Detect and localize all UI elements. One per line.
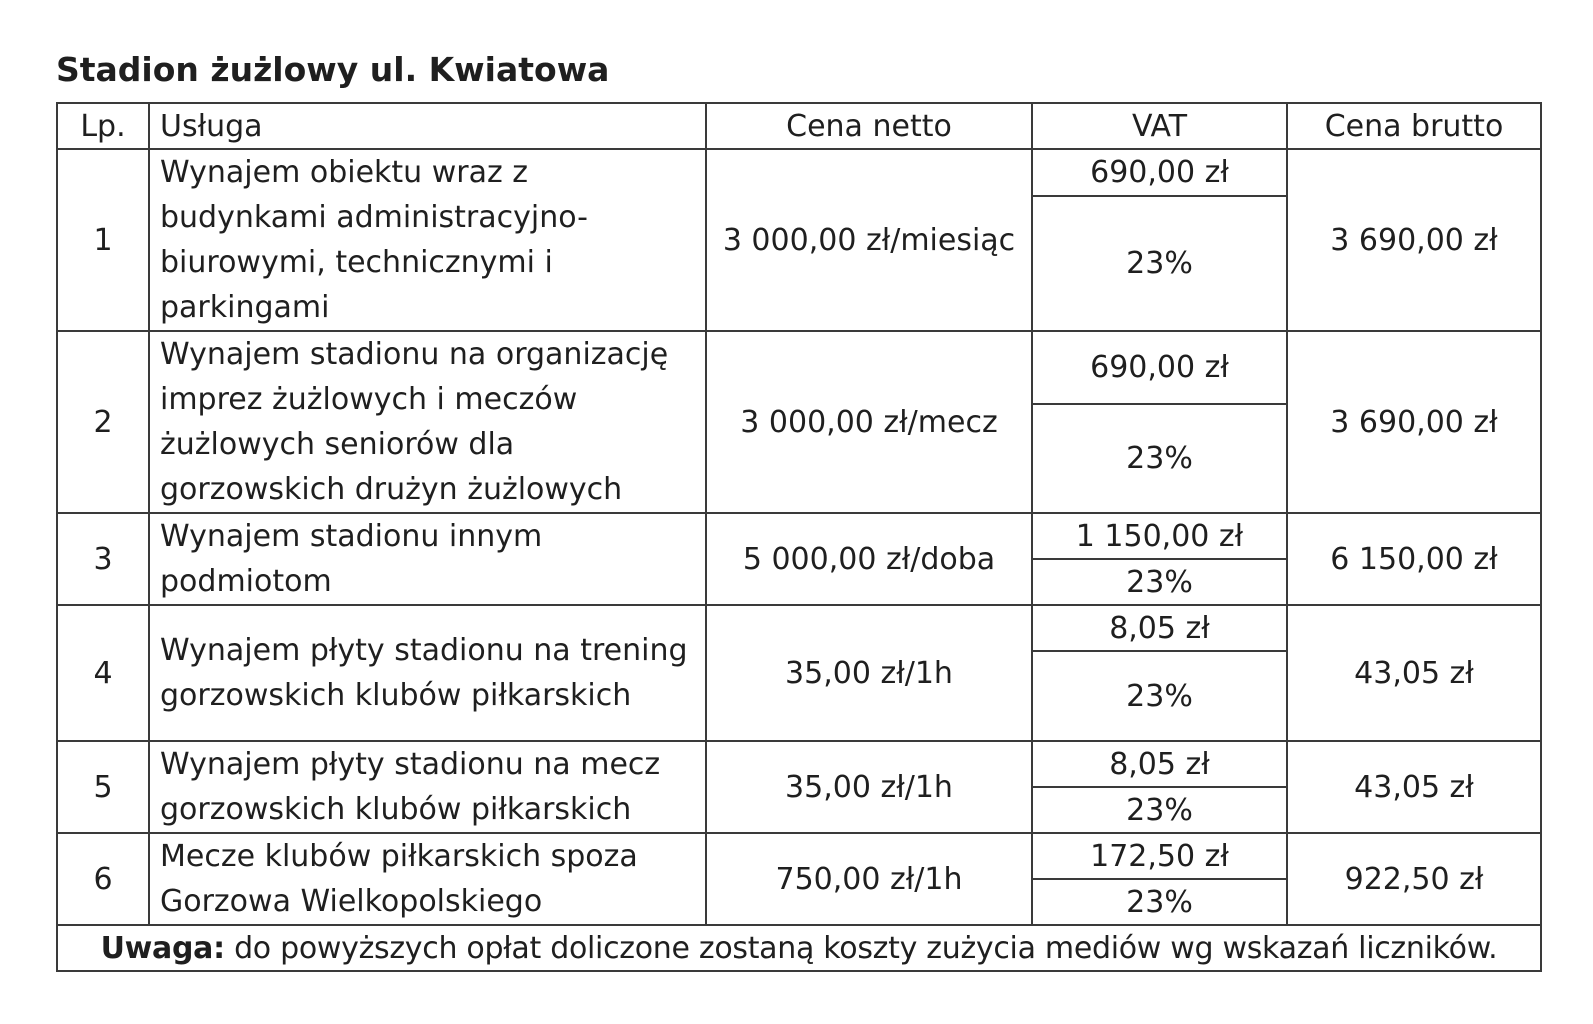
vat-rate: 23% — [1032, 787, 1287, 833]
vat-amount: 1 150,00 zł — [1032, 513, 1287, 559]
row-number: 2 — [57, 331, 149, 513]
table-row — [57, 833, 1541, 879]
net-price: 3 000,00 zł/miesiąc — [706, 149, 1032, 331]
row-number: 4 — [57, 605, 149, 741]
net-price: 35,00 zł/1h — [706, 605, 1032, 741]
note-row — [57, 925, 1541, 971]
column-header-service: Usługa — [149, 103, 706, 149]
row-number: 3 — [57, 513, 149, 605]
vat-rate: 23% — [1032, 879, 1287, 925]
price-table — [56, 102, 1542, 972]
service-description: Wynajem stadionu innym podmiotom — [149, 513, 706, 605]
table-row — [57, 605, 1541, 651]
net-price: 5 000,00 zł/doba — [706, 513, 1032, 605]
net-price: 35,00 zł/1h — [706, 741, 1032, 833]
gross-price: 43,05 zł — [1287, 741, 1541, 833]
table-row — [57, 741, 1541, 787]
vat-amount: 690,00 zł — [1032, 149, 1287, 196]
page-title: Stadion żużlowy ul. Kwiatowa — [56, 50, 610, 89]
vat-amount: 8,05 zł — [1032, 605, 1287, 651]
row-number: 1 — [57, 149, 149, 331]
net-price: 3 000,00 zł/mecz — [706, 331, 1032, 513]
service-description: Wynajem płyty stadionu na mecz gorzowskich klubów piłkarskich — [149, 741, 706, 833]
table-row — [57, 149, 1541, 196]
vat-rate: 23% — [1032, 404, 1287, 513]
service-description: Wynajem obiektu wraz z budynkami administracyjno-biurowymi, technicznymi i parkingami — [149, 149, 706, 331]
row-number: 5 — [57, 741, 149, 833]
column-header-lp: Lp. — [57, 103, 149, 149]
vat-rate: 23% — [1032, 196, 1287, 332]
vat-amount: 690,00 zł — [1032, 331, 1287, 404]
vat-amount: 172,50 zł — [1032, 833, 1287, 879]
table-row — [57, 513, 1541, 559]
note-cell — [57, 925, 1541, 971]
table-header-row — [57, 103, 1541, 149]
column-header-vat: VAT — [1032, 103, 1287, 149]
table-row — [57, 331, 1541, 404]
gross-price: 43,05 zł — [1287, 605, 1541, 741]
note-text: do powyższych opłat doliczone zostaną koszty zużycia mediów wg wskazań liczników. — [224, 930, 1498, 966]
column-header-netto: Cena netto — [706, 103, 1032, 149]
gross-price: 3 690,00 zł — [1287, 331, 1541, 513]
gross-price: 922,50 zł — [1287, 833, 1541, 925]
service-description: Wynajem stadionu na organizację imprez żużlowych i meczów żużlowych seniorów dla gorzowskich drużyn żużlowych — [149, 331, 706, 513]
note-label: Uwaga: — [100, 930, 225, 966]
vat-rate: 23% — [1032, 559, 1287, 605]
service-description: Mecze klubów piłkarskich spoza Gorzowa Wielkopolskiego — [149, 833, 706, 925]
gross-price: 6 150,00 zł — [1287, 513, 1541, 605]
column-header-brutto: Cena brutto — [1287, 103, 1541, 149]
gross-price: 3 690,00 zł — [1287, 149, 1541, 331]
vat-rate: 23% — [1032, 651, 1287, 741]
net-price: 750,00 zł/1h — [706, 833, 1032, 925]
vat-amount: 8,05 zł — [1032, 741, 1287, 787]
service-description: Wynajem płyty stadionu na trening gorzowskich klubów piłkarskich — [149, 605, 706, 741]
row-number: 6 — [57, 833, 149, 925]
